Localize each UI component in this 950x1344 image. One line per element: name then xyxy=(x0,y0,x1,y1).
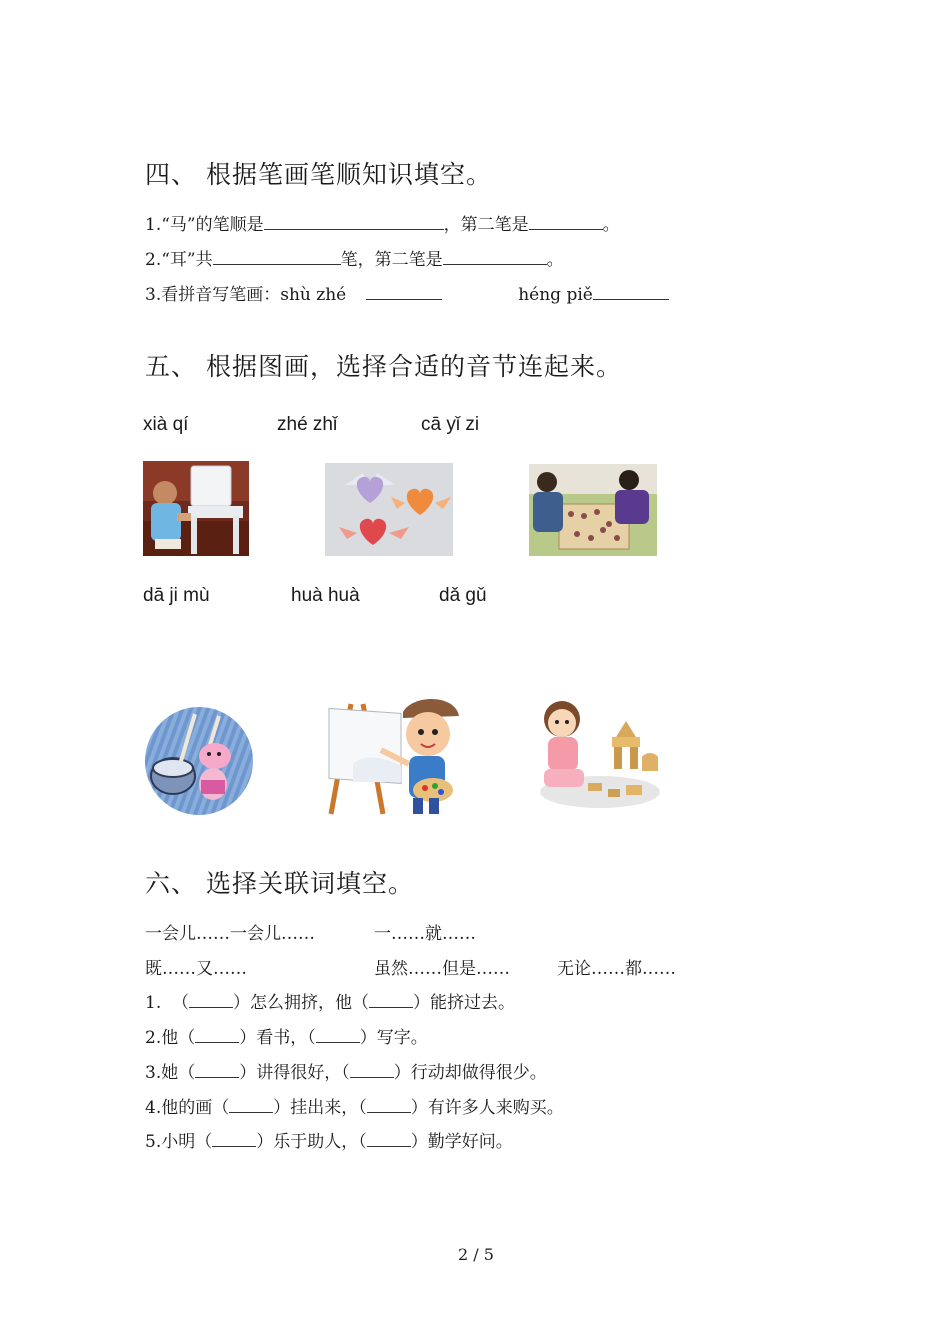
q1-blank-2[interactable] xyxy=(529,215,603,230)
piglet-drumming-illustration[interactable] xyxy=(143,706,255,816)
stroke-question-1 xyxy=(145,210,620,235)
q-blank-2[interactable] xyxy=(367,1100,411,1113)
q-text-b: ）看书，（ xyxy=(239,1028,316,1048)
q2-blank-2[interactable] xyxy=(443,250,547,265)
q-blank-1[interactable] xyxy=(195,1065,239,1078)
pinyin-ca-yi-zi[interactable]: cā yǐ zi xyxy=(421,414,480,435)
q-text-c: ）勤学好问。 xyxy=(410,1132,513,1152)
conjunction-option-2: 一……就…… xyxy=(374,924,476,944)
pinyin-hua-hua[interactable]: huà huà xyxy=(291,585,360,606)
fill-question-4 xyxy=(145,1093,564,1118)
paper-folded-hearts-photo[interactable] xyxy=(325,463,453,556)
page-number: 2 / 5 xyxy=(458,1245,494,1264)
girl-building-blocks-illustration[interactable] xyxy=(538,697,660,811)
conjunction-option-4: 虽然……但是…… xyxy=(374,959,510,979)
pinyin-da-ji-mu[interactable]: dā ji mù xyxy=(143,585,210,606)
conjunction-option-3: 既……又…… xyxy=(145,959,247,979)
conjunction-option-1: 一会儿……一会儿…… xyxy=(145,924,315,944)
q-blank-2[interactable] xyxy=(350,1065,394,1078)
q-text-a: 他的画（ xyxy=(161,1098,230,1118)
q-text-c: ）行动却做得很少。 xyxy=(393,1063,547,1083)
q-text-c: ）有许多人来购买。 xyxy=(410,1098,564,1118)
q3-blank-2[interactable] xyxy=(593,285,669,300)
boy-painting-illustration[interactable] xyxy=(323,694,463,816)
q-blank-1[interactable] xyxy=(229,1100,273,1113)
q-text-a: 小明（ xyxy=(161,1132,213,1152)
q-blank-2[interactable] xyxy=(369,995,413,1008)
pinyin-da-gu[interactable]: dǎ gǔ xyxy=(439,585,487,606)
conjunction-option-5: 无论……都…… xyxy=(557,959,676,979)
fill-question-3 xyxy=(145,1058,547,1083)
q2-text-b: 笔，第二笔是 xyxy=(340,250,443,270)
q-text-b: ）怎么拥挤，他（ xyxy=(233,993,370,1013)
q-text-b: ）讲得很好，（ xyxy=(239,1063,350,1083)
q3-blank-1[interactable] xyxy=(366,285,442,300)
fill-question-2 xyxy=(145,1023,428,1048)
q1-text-b: ，第二笔是 xyxy=(443,215,529,235)
q-text-c: ）能挤过去。 xyxy=(413,993,516,1013)
q-text-b: ）乐于助人，（ xyxy=(256,1132,367,1152)
stroke-question-3 xyxy=(145,280,669,305)
q2-blank-1[interactable] xyxy=(213,250,341,265)
q-text-c: ）写字。 xyxy=(359,1028,428,1048)
q-number: 2. xyxy=(145,1028,162,1048)
fill-question-1 xyxy=(145,988,515,1013)
q3-text-b: héng piě xyxy=(518,285,593,305)
q-blank-1[interactable] xyxy=(212,1134,256,1147)
q-blank-1[interactable] xyxy=(189,995,233,1008)
q-text-b: ）挂出来，（ xyxy=(273,1098,367,1118)
section4-heading: 四、 根据笔画笔顺知识填空。 xyxy=(145,160,492,189)
q2-text-a: 2.“耳”共 xyxy=(145,250,213,270)
q1-text-c: 。 xyxy=(602,215,620,235)
q-number: 3. xyxy=(145,1063,162,1083)
q-text-a: （ xyxy=(172,993,190,1013)
q1-text-a: 1.“马”的笔顺是 xyxy=(145,215,264,235)
q-text-a: 她（ xyxy=(161,1063,196,1083)
section5-heading: 五、 根据图画，选择合适的音节连起来。 xyxy=(145,352,622,381)
fill-question-5 xyxy=(145,1127,513,1152)
pinyin-zhe-zhi[interactable]: zhé zhǐ xyxy=(277,414,338,435)
q-text-a: 他（ xyxy=(161,1028,196,1048)
pinyin-xia-qi[interactable]: xià qí xyxy=(143,414,189,435)
q-blank-1[interactable] xyxy=(195,1030,239,1043)
q3-text-a: 3.看拼音写笔画：shù zhé xyxy=(145,285,347,305)
stroke-question-2 xyxy=(145,245,564,270)
child-wiping-chair-photo[interactable] xyxy=(143,461,249,556)
q2-text-c: 。 xyxy=(546,250,564,270)
q-number: 4. xyxy=(145,1098,162,1118)
q-blank-2[interactable] xyxy=(316,1030,360,1043)
q-blank-2[interactable] xyxy=(367,1134,411,1147)
section6-heading: 六、 选择关联词填空。 xyxy=(145,869,414,898)
q-number: 1. xyxy=(145,993,162,1013)
q1-blank-1[interactable] xyxy=(264,215,444,230)
q-number: 5. xyxy=(145,1132,162,1152)
children-playing-chess-photo[interactable] xyxy=(529,464,657,556)
